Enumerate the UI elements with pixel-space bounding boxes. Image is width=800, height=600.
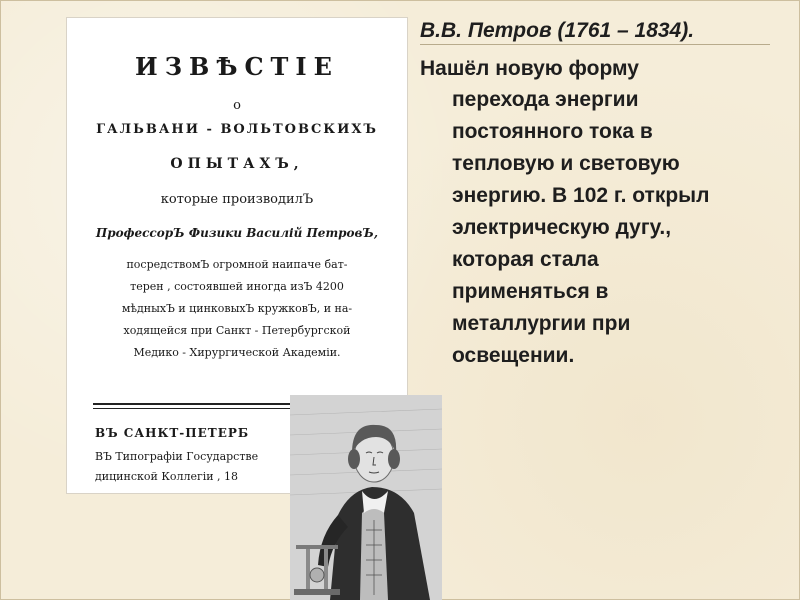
description-line: которая стала (452, 248, 599, 271)
description-line: постоянного тока в (452, 120, 653, 143)
description-line: металлургии при (452, 312, 631, 335)
title-page-footer-line: дицинской Коллегіи , 18 (95, 470, 239, 483)
slide-heading: В.В. Петров (1761 – 1834). (420, 19, 695, 42)
title-page-line: ОПЫТАХЪ, (170, 156, 304, 172)
description-line: освещении. (452, 344, 575, 367)
title-page-line: посредствомЪ огромной наипаче бат- (126, 258, 348, 271)
title-page-line: ИЗВѢСТІЕ (135, 52, 339, 81)
title-page-line: о (233, 98, 241, 113)
title-page-line: терен , состоявшей иногда изЪ 4200 (130, 280, 344, 293)
description-line: энергию. В 102 г. открыл (452, 184, 710, 207)
description-line: Нашёл новую форму (420, 57, 639, 80)
description-line: перехода энергии (452, 88, 639, 111)
heading-underline (420, 44, 770, 45)
title-page-line: ГАЛЬВАНИ - ВОЛЬТОВСКИХЪ (96, 122, 378, 137)
title-page-line: которые производилЪ (160, 192, 314, 207)
portrait-image (290, 395, 442, 600)
title-page-line: ПрофессорЪ Физики Василій ПетровЪ, (95, 226, 379, 240)
title-page-footer-line: ВЪ САНКТ-ПЕТЕРБ (95, 426, 250, 440)
title-page-footer-line: ВЪ Типографіи Государстве (95, 450, 259, 463)
description-line: применяться в (452, 280, 609, 303)
title-page-line: ходящейся при Санкт - Петербургской (123, 324, 351, 337)
description-line: тепловую и световую (452, 152, 680, 175)
title-page-line: Медико - Хирургической Академіи. (133, 346, 341, 359)
portrait-engraving (290, 395, 442, 600)
title-page-line: мѣдныхЪ и цинковыхЪ кружковЪ, и на- (121, 302, 353, 315)
description-line: электрическую дугу., (452, 216, 672, 239)
